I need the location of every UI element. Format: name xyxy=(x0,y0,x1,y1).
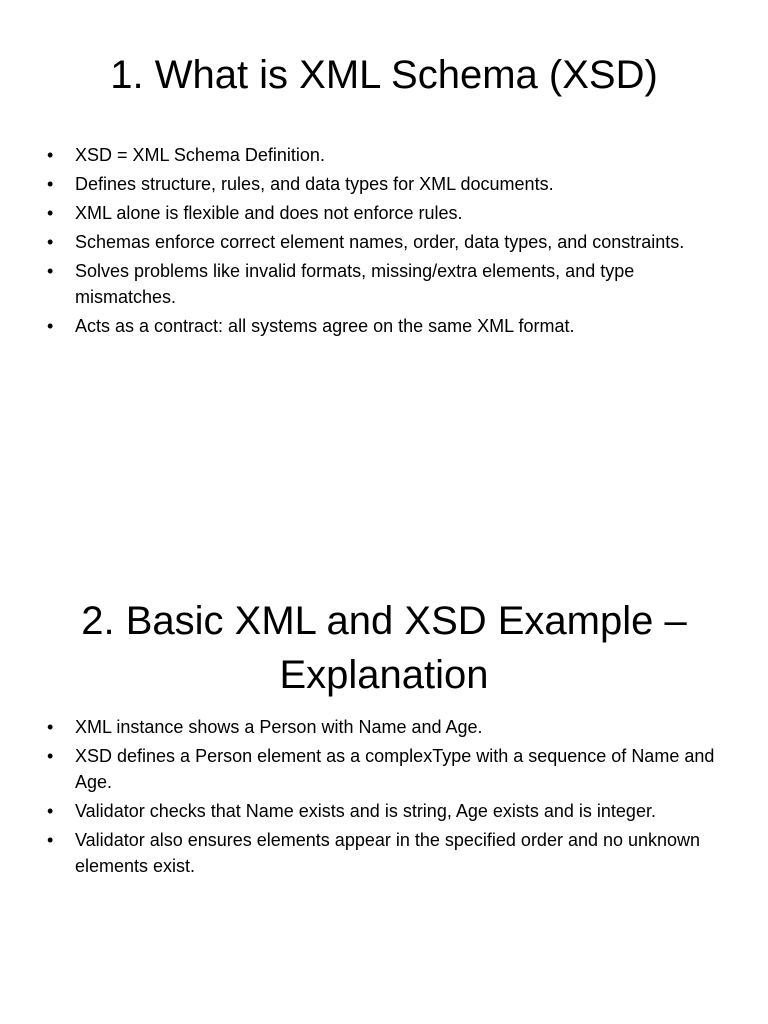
bullet-item: • XSD = XML Schema Definition. xyxy=(75,142,716,168)
bullet-item: • Schemas enforce correct element names, order, data types, and constraints. xyxy=(75,229,716,255)
bullet-item: • XML alone is flexible and does not enforce rules. xyxy=(75,200,716,226)
bullet-item: • XML instance shows a Person with Name and Age. xyxy=(75,714,716,740)
bullet-item: • XSD defines a Person element as a complexType with a sequence of Name and Age. xyxy=(75,743,716,795)
bullet-item: • Solves problems like invalid formats, missing/extra elements, and type mismatches. xyxy=(75,258,716,310)
slide-title: 1. What is XML Schema (XSD) xyxy=(110,53,658,97)
bullet-item: • Acts as a contract: all systems agree on the same XML format. xyxy=(75,313,716,339)
bullet-list xyxy=(0,714,768,879)
slide-title: 2. Basic XML and XSD Example – Explanation xyxy=(81,599,687,697)
bullet-item: • Defines structure, rules, and data types for XML documents. xyxy=(75,171,716,197)
bullet-item: • Validator also ensures elements appear in the specified order and no unknown elements exist. xyxy=(75,827,716,879)
slide-2 xyxy=(0,512,768,1024)
bullet-item: • Validator checks that Name exists and is string, Age exists and is integer. xyxy=(75,798,716,824)
bullet-list xyxy=(0,142,768,339)
